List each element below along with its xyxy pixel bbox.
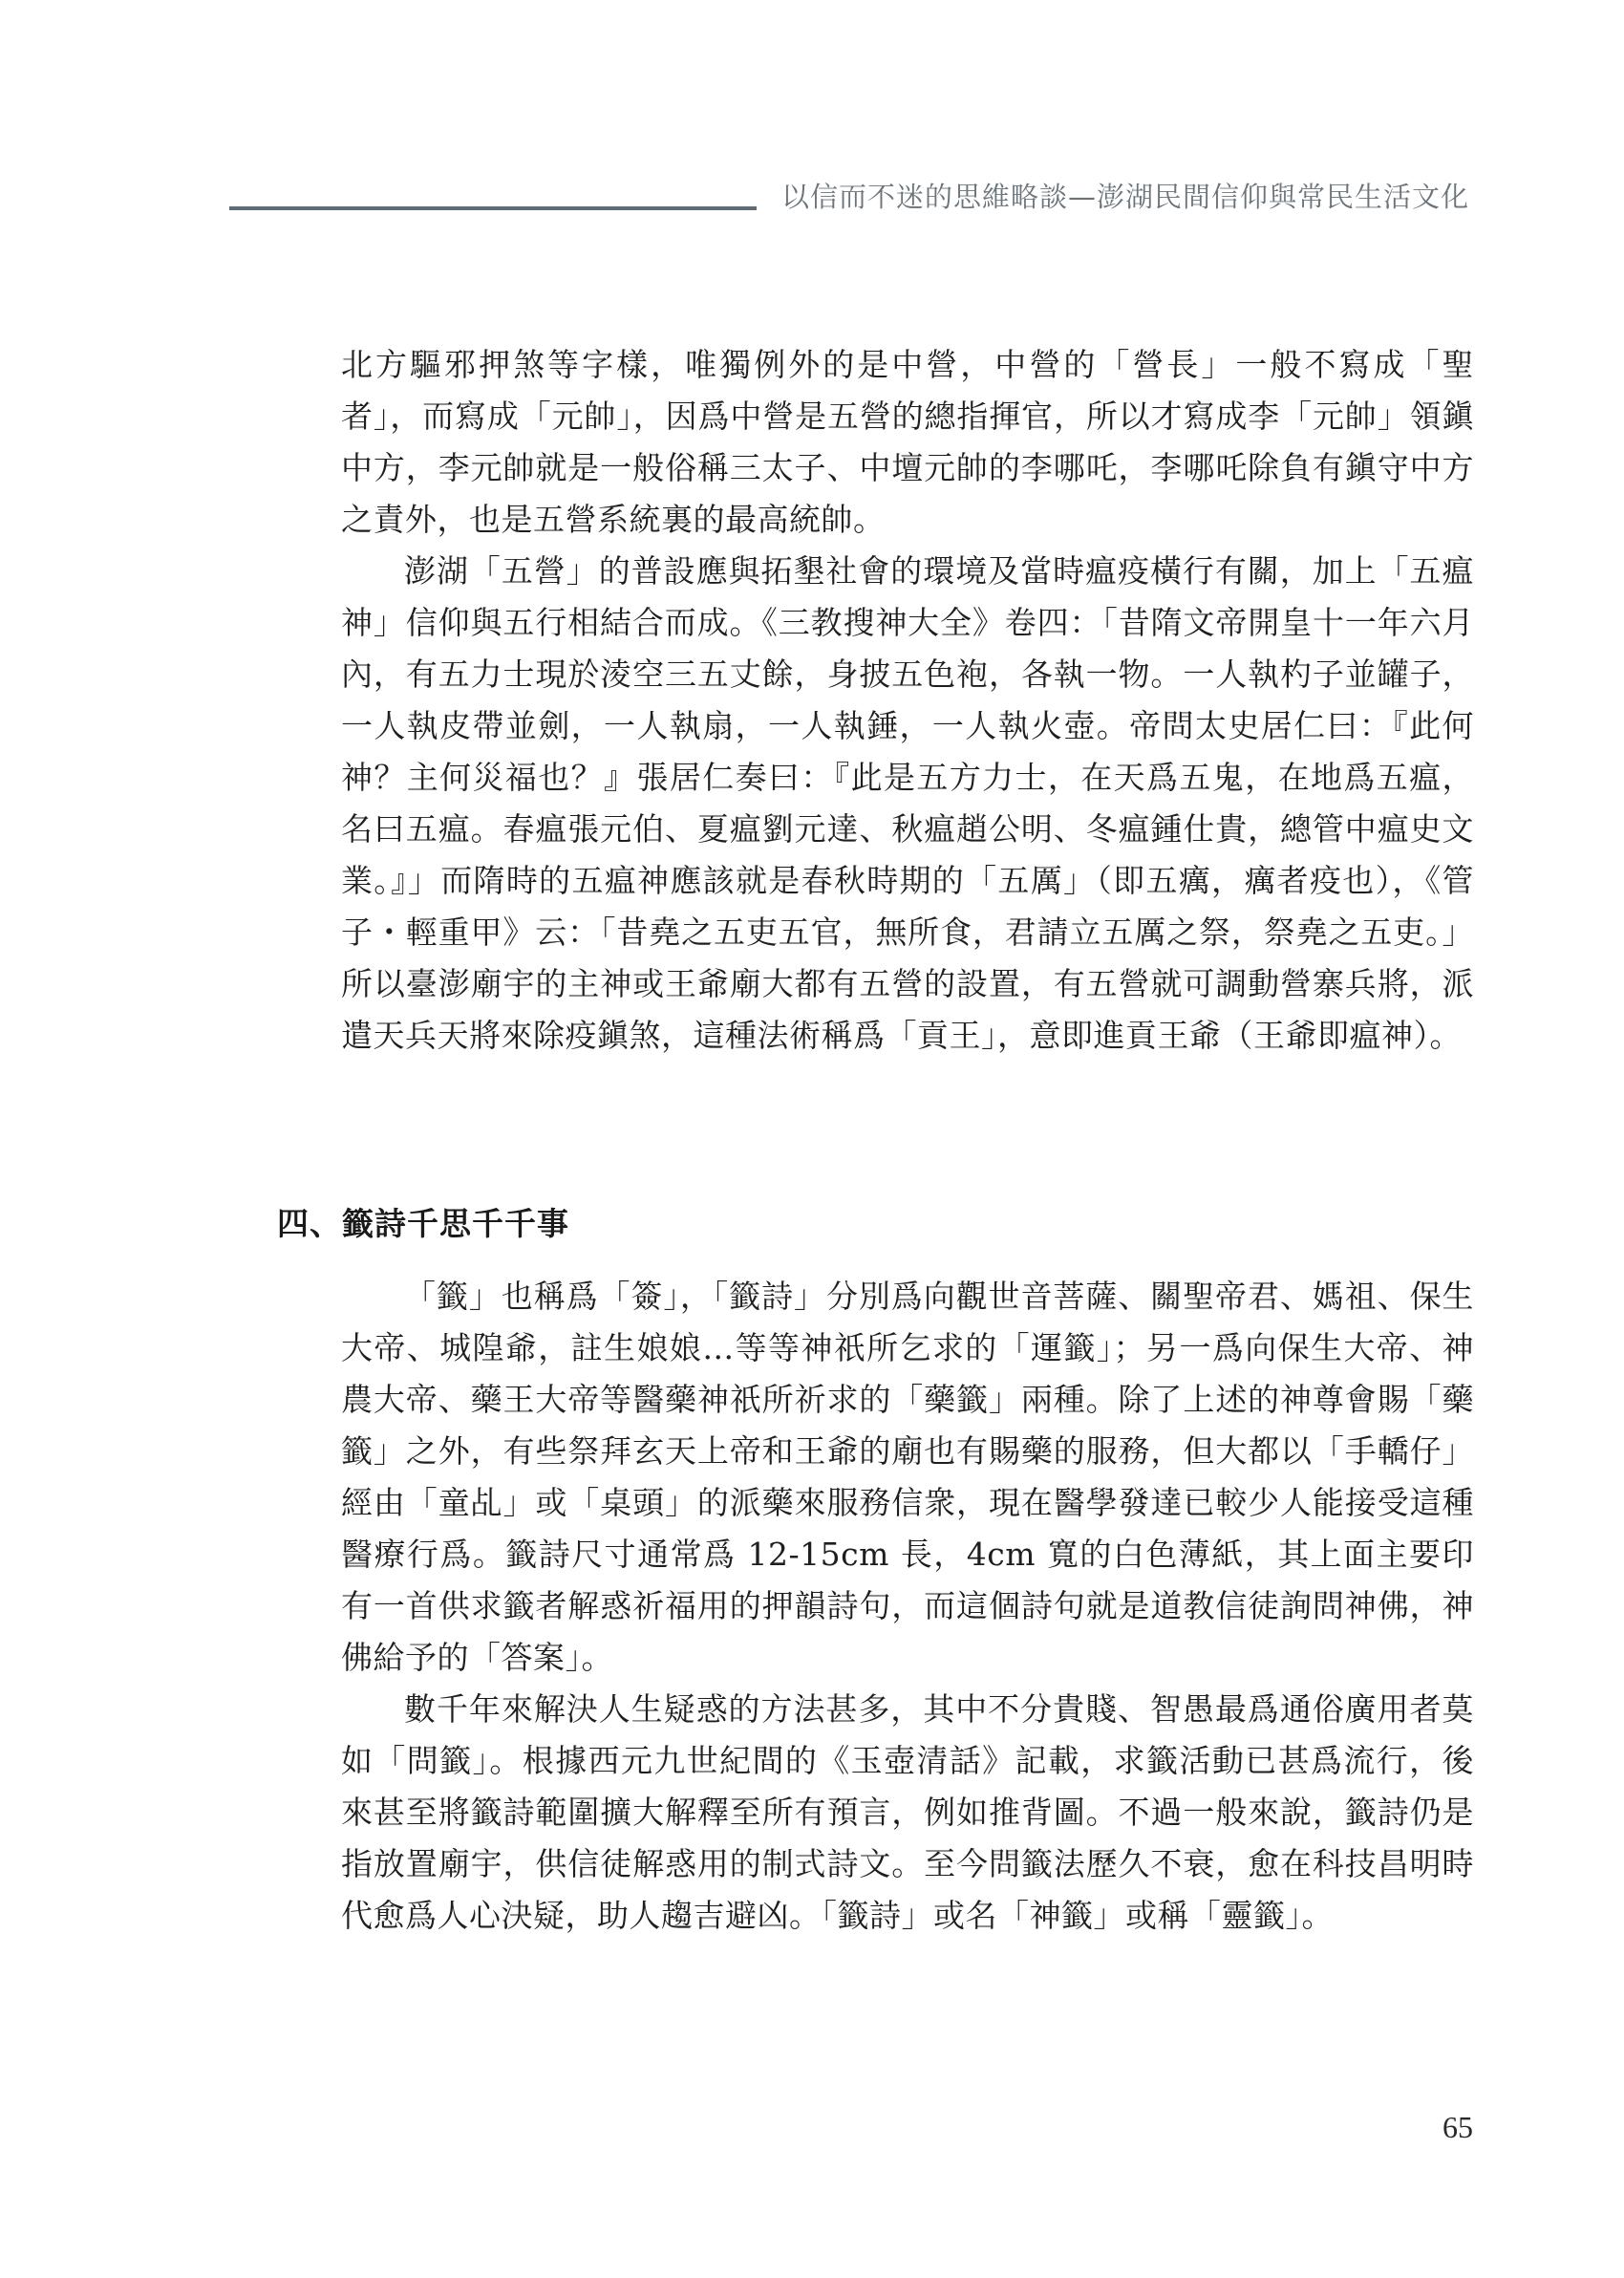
running-title: 以信而不迷的思維略談—澎湖民間信仰與常民生活文化 [780, 181, 1469, 213]
paragraph-five-camps: 澎湖「五營」的普設應與拓墾社會的環境及當時瘟疫橫行有關，加上「五瘟神」信仰與五行相結合而成。《三教搜神大全》卷四：「昔隋文帝開皇十一年六月內，有五力士現於淩空三五丈餘，身披五色袍，各執一物。一人執杓子並罐子，一人執皮帶並劍，一人執扇，一人執錘，一人執火壺。帝問太史居仁曰：『此何神？主何災福也？』張居仁奏曰：『此是五方力士，在天爲五鬼，在地爲五瘟，名曰五瘟。春瘟張元伯、夏瘟劉元達、秋瘟趙公明、冬瘟鍾仕貴，總管中瘟史文業。』」而隋時的五瘟神應該就是春秋時期的「五厲」（即五癘，癘者疫也），《管子・輕重甲》云：「昔堯之五吏五官，無所食，君請立五厲之祭，祭堯之五吏。」所以臺澎廟宇的主神或王爺廟大都有五營的設置，有五營就可調動營寨兵將，派遣天兵天將來除疫鎭煞，這種法術稱爲「貢王」，意即進貢王爺（王爺即瘟神）。 [341, 552, 1474, 1054]
section-heading: 四、籤詩千思千千事 [277, 1205, 569, 1242]
body-text-part-1 [341, 339, 1474, 1062]
header-rule [229, 206, 757, 210]
paragraph-lots-history: 數千年來解決人生疑惑的方法甚多，其中不分貴賤、智愚最爲通俗廣用者莫如「問籤」。根據西元九世紀間的《玉壺清話》記載，求籤活動已甚爲流行，後來甚至將籤詩範圍擴大解釋至所有預言，例如推背圖。不過一般來說，籤詩仍是指放置廟宇，供信徒解惑用的制式詩文。至今問籤法歷久不衰，愈在科技昌明時代愈爲人心決疑，助人趨吉避凶。「籤詩」或名「神籤」或稱「靈籤」。 [341, 1690, 1474, 1934]
paragraph-continued: 北方驅邪押煞等字樣，唯獨例外的是中營，中營的「營長」一般不寫成「聖者」，而寫成「元帥」，因爲中營是五營的總指揮官，所以才寫成李「元帥」領鎭中方，李元帥就是一般俗稱三太子、中壇元帥的李哪吒，李哪吒除負有鎭守中方之責外，也是五營系統裏的最高統帥。 [341, 346, 1474, 538]
page-number: 65 [1442, 2110, 1473, 2144]
paragraph-lots-definition: 「籤」也稱爲「簽」，「籤詩」分別爲向觀世音菩薩、關聖帝君、媽祖、保生大帝、城隍爺，註生娘娘…等等神祇所乞求的「運籤」；另一爲向保生大帝、神農大帝、藥王大帝等醫藥神祇所祈求的「藥籤」兩種。除了上述的神尊會賜「藥籤」之外，有些祭拜玄天上帝和王爺的廟也有賜藥的服務，但大都以「手轎仔」經由「童乩」或「桌頭」的派藥來服務信衆，現在醫學發達已較少人能接受這種醫療行爲。籤詩尺寸通常爲 12-15cm 長，4cm 寬的白色薄紙，其上面主要印有一首供求籤者解惑祈福用的押韻詩句，而這個詩句就是道教信徒詢問神佛，神佛給予的「答案」。 [341, 1278, 1474, 1676]
body-text-part-2 [341, 1271, 1474, 1942]
